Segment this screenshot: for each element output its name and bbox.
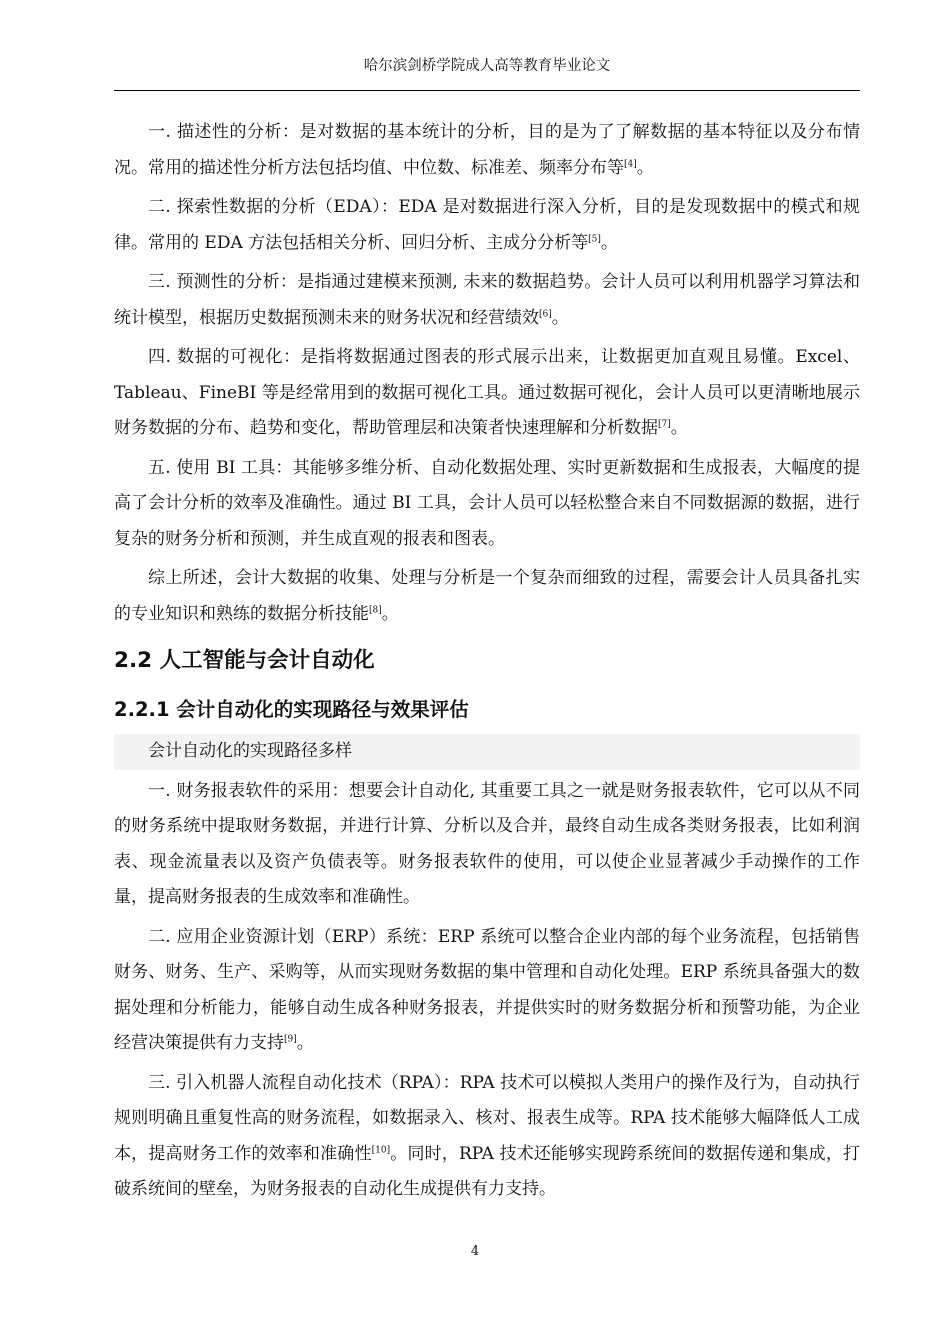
citation-ref: [7] <box>658 419 671 430</box>
paragraph-text: 一. 财务报表软件的采用：想要会计自动化, 其重要工具之一就是财务报表软件，它可以从不同的财务系统中提取财务数据，并进行计算、分析以及合并，最终自动生成各类财务报表，比如利润表、现金流量表以及资产负债表等。财务报表软件的使用，可以使企业显著减少手动操作的工作量，提高财务报表的生成效率和准确性。 <box>114 780 860 907</box>
paragraph-text: 一. 描述性的分析：是对数据的基本统计的分析，目的是为了了解数据的基本特征以及分布情况。常用的描述性分析方法包括均值、中位数、标准差、频率分布等 <box>114 122 860 178</box>
paragraph-text: 三. 引入机器人流程自动化技术（RPA）：RPA 技术可以模拟人类用户的操作及行为，自动执行规则明确且重复性高的财务流程，如数据录入、核对、报表生成等。RPA 技术能够大幅降低人工成本，提高财务工作的效率和准确性 <box>114 1072 860 1164</box>
paragraph-tail: 。 <box>296 1033 314 1053</box>
citation-ref: [9] <box>284 1034 297 1045</box>
paragraph-rpa <box>114 1066 860 1208</box>
paragraph-eda <box>114 190 860 261</box>
section-heading: 2.2 人工智能与会计自动化 <box>114 648 375 673</box>
paragraph-tail: 。 <box>600 232 618 253</box>
paragraph-text: 三. 预测性的分析：是指通过建模来预测, 未来的数据趋势。会计人员可以利用机器学习算法和统计模型，根据历史数据预测未来的财务状况和经营绩效 <box>114 272 860 328</box>
citation-ref: [5] <box>588 233 601 244</box>
paragraph-summary <box>114 561 860 632</box>
paragraph-text: 二. 探索性数据的分析（EDA）：EDA 是对数据进行深入分析，目的是发现数据中的模式和规律。常用的 EDA 方法包括相关分析、回归分析、主成分分析等 <box>114 197 860 253</box>
paragraph-text: 二. 应用企业资源计划（ERP）系统：ERP 系统可以整合企业内部的每个业务流程，包括销售财务、财务、生产、采购等，从而实现财务数据的集中管理和自动化处理。ERP 系统具备强大的数据处理和分析能力，能够自动生成各种财务报表，并提供实时的财务数据分析和预警功能，为企业经营决策提供有力支持 <box>114 926 860 1053</box>
paragraph-tail: 。 <box>551 307 569 328</box>
paragraph-text: 综上所述，会计大数据的收集、处理与分析是一个复杂而细致的过程，需要会计人员具备扎实的专业知识和熟练的数据分析技能 <box>114 568 860 624</box>
running-header: 哈尔滨剑桥学院成人高等教育毕业论文 <box>363 58 611 74</box>
paragraph-erp <box>114 920 860 1062</box>
citation-ref: [6] <box>539 308 552 319</box>
paragraph-predictive <box>114 265 860 336</box>
paragraph-bi-tools <box>114 451 860 558</box>
paragraph-visualization <box>114 340 860 447</box>
page-number: 4 <box>470 1244 480 1259</box>
paragraph-tail: 。 <box>636 157 654 178</box>
citation-ref: [8] <box>369 604 382 615</box>
header-rule <box>114 90 860 91</box>
paragraph-tail: 。 <box>670 418 688 438</box>
paragraph-report-software <box>114 774 860 916</box>
paragraph-tail: 。 <box>381 603 399 624</box>
paragraph-text: 五. 使用 BI 工具：其能够多维分析、自动化数据处理、实时更新数据和生成报表，大幅度的提高了会计分析的效率及准确性。通过 BI 工具，会计人员可以轻松整合来自不同数据源的数据，进行复杂的财务分析和预测，并生成直观的报表和图表。 <box>114 457 860 549</box>
intro-line: 会计自动化的实现路径多样 <box>114 734 860 770</box>
paragraph-text: 四. 数据的可视化：是指将数据通过图表的形式展示出来，让数据更加直观且易懂。Excel、Tableau、FineBI 等是经常用到的数据可视化工具。通过数据可视化，会计人员可以更清晰地展示财务数据的分布、趋势和变化，帮助管理层和决策者快速理解和分析数据 <box>114 347 860 438</box>
subsection-heading: 2.2.1 会计自动化的实现路径与效果评估 <box>114 698 469 721</box>
page-body <box>114 115 860 1212</box>
paragraph-tail: 。同时，RPA 技术还能够实现跨系统间的数据传递和集成，打破系统间的壁垒，为财务报表的自动化生成提供有力支持。 <box>114 1143 861 1199</box>
citation-ref: [10] <box>371 1144 391 1155</box>
citation-ref: [4] <box>624 158 637 169</box>
paragraph-descriptive-analysis <box>114 115 860 186</box>
